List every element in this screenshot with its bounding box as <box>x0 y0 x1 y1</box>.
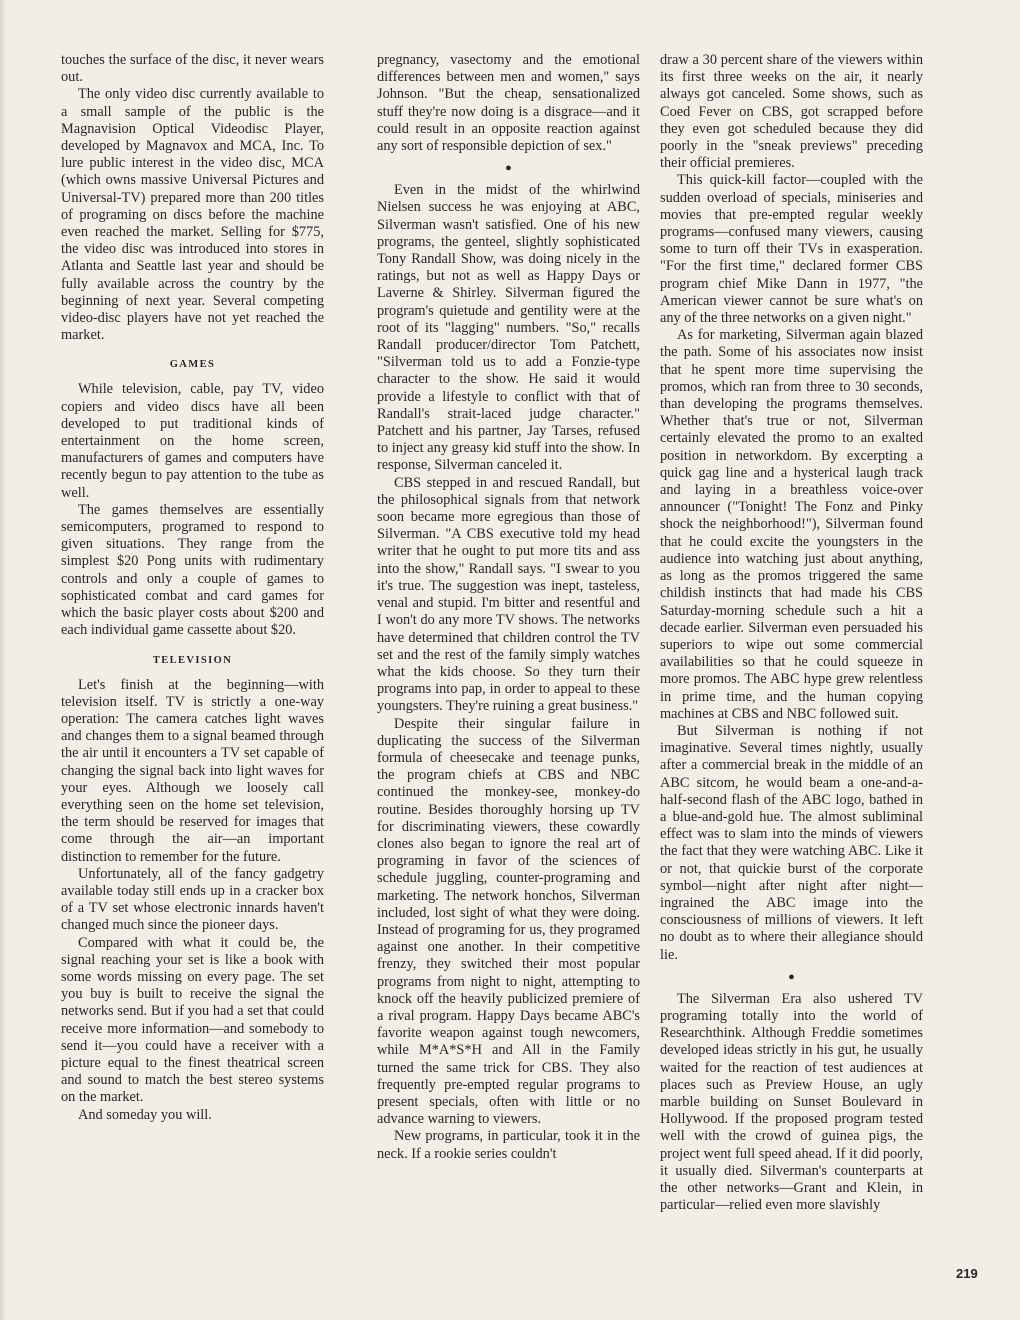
continued-paragraph: touches the surface of the disc, it never wears out. <box>61 52 324 86</box>
paragraph: While television, cable, pay TV, video copiers and video discs have all been developed to put traditional kinds of entertainment on the home screen, manufacturers of games and computers have recently begun to pay attention to the tube as well. <box>61 381 324 501</box>
section-heading: TELEVISION <box>152 654 233 666</box>
section-break-bullet: ● <box>505 162 512 175</box>
section-heading: GAMES <box>169 359 216 371</box>
paragraph: New programs, in particular, took it in the neck. If a rookie series couldn't <box>377 1128 640 1162</box>
paragraph: Let's finish at the beginning—with television itself. TV is strictly a one-way operation: The camera catches light waves and changes them to a signal beamed through the air until it encounters a TV set capable of changing the signal back into light waves for your eyes. Although we loosely call everything seen on the home set television, the term should be reserved for images that come through the air—an important distinction to remember for the future. <box>61 676 324 865</box>
paragraph: The games themselves are essentially semicomputers, programed to respond to given situations. They range from the simplest $20 Pong units with rudimentary controls and only a couple of games to sophisticated combat and card games for which the basic player costs about $200 and each individual game cassette about $20. <box>61 501 324 639</box>
page-edge <box>0 0 6 1320</box>
paragraph: And someday you will. <box>78 1106 212 1123</box>
page-number: 219 <box>956 1266 978 1281</box>
paragraph: But Silverman is nothing if not imaginative. Several times nightly, usually after a commercial break in the middle of an ABC sitcom, he would beam a one-and-a-half-second flash of the ABC logo, bathed in a blue-and-gold hue. The almost subliminal effect was to slam into the minds of viewers the fact that they were watching ABC. Like it or not, that quickie burst of the corporate symbol—night after night after night—ingrained the ABC image into the consciousness of millions of viewers. It left no doubt as to where their allegiance should lie. <box>660 722 923 963</box>
paragraph: CBS stepped in and rescued Randall, but the philosophical signals from that network soon became more egregious than those of Silverman. "A CBS executive told my head writer that he ought to put more tits and ass into the show," Randall says. "I swear to you it's true. The suggestion was inept, tasteless, venal and stupid. I'm bitter and resentful and I won't do any more TV shows. The networks have determined that children control the TV set and the rest of the family simply watches what the kids choose. So they turn their programs into pap, in order to appeal to these youngsters. They're ruining a great business." <box>377 474 640 715</box>
continued-paragraph: pregnancy, vasectomy and the emotional differences between men and women," says Johnson. "But the cheap, sensationalized stuff they're now doing is a disgrace—and it could result in an opposite reaction against any sort of responsible depiction of sex." <box>377 52 640 155</box>
column-3 <box>660 52 923 1214</box>
paragraph: The Silverman Era also ushered TV programing totally into the world of Researchthink. Although Freddie sometimes developed ideas strictly in his gut, he usually waited for the reaction of test audiences at places such as Preview House, an ugly marble building on Sunset Boulevard in Hollywood. If the proposed program tested well with the crowd of guinea pigs, the project went full speed ahead. If it did poorly, it usually died. Silverman's counterparts at the other networks—Grant and Klein, in particular—relied even more slavishly <box>660 990 923 1214</box>
section-break-bullet: ● <box>788 970 795 983</box>
paragraph: The only video disc currently available to a small sample of the public is the Magnavision Optical Videodisc Player, developed by Magnavox and MCA, Inc. To lure public interest in the video disc, MCA (which owns massive Universal Pictures and Universal-TV) prepared more than 200 titles of programing on discs before the machine even reached the market. Selling for $775, the video disc was introduced into stores in Atlanta and Seattle last year and should be fully available across the country by the beginning of next year. Several competing video-disc players have not yet reached the market. <box>61 86 324 344</box>
column-1 <box>61 52 324 1124</box>
paragraph: Despite their singular failure in duplicating the success of the Silverman formula of cheesecake and teenage punks, the program chiefs at CBS and NBC continued the monkey-see, monkey-do routine. Besides thoroughly horsing up TV for discriminating viewers, these cowardly clones also began to ignore the real art of programing in favor of the sciences of schedule juggling, counter-programing and marketing. The network honchos, Silverman included, lost sight of what they were doing. Instead of programing for us, they programed against one another. In their competitive frenzy, they switched their most popular programs from night to night, attempting to knock off the heavily publicized premiere of a rival program. Happy Days became ABC's favorite weapon against tough newcomers, while M*A*S*H and All in the Family turned the same trick for CBS. They also frequently pre-empted regular programs to present specials, often with little or no advance warning to viewers. <box>377 715 640 1128</box>
paragraph: Unfortunately, all of the fancy gadgetry available today still ends up in a cracker box of a TV set whose electronic innards haven't changed much since the pioneer days. <box>61 865 324 934</box>
paragraph: This quick-kill factor—coupled with the sudden overload of specials, miniseries and movies that pre-empted regular weekly programs—confused many viewers, causing some to turn off their TVs in exasperation. "For the first time," declared former CBS program chief Mike Dann in 1977, "the American viewer cannot be sure what's on any of the three networks on a given night." <box>660 172 923 327</box>
paragraph: Compared with what it could be, the signal reaching your set is like a book with some words missing on every page. The set you buy is built to receive the signal the networks send. But if you had a set that could receive more information—and somebody to send it—you could have a receiver with a picture equal to the finest theatrical screen and sound to match the best stereo systems on the market. <box>61 934 324 1106</box>
paragraph: As for marketing, Silverman again blazed the path. Some of his associates now insist that he spent more time supervising the promos, which ran from three to 30 seconds, than developing the programs themselves. Whether that's true or not, Silverman certainly elevated the promo to an exalted position in networkdom. By excerpting a quick gag line and a hysterical laugh track and laying in a breathless voice-over announcer ("Tonight! The Fonz and Pinky shock the neighborhood!"), Silverman found that he could excite the youngsters in the audience into watching just about anything, as long as the promos triggered the same childish instincts that had made his CBS Saturday-morning schedule such a hit a decade earlier. Silverman even persuaded his superiors to wipe out some commercial availabilities so that he could squeeze in more promos. The ABC hype grew relentless in prime time, and the human copying machines at CBS and NBC followed suit. <box>660 327 923 722</box>
column-2 <box>377 52 640 1163</box>
paragraph: Even in the midst of the whirlwind Nielsen success he was enjoying at ABC, Silverman wasn't satisfied. One of his new programs, the genteel, slightly sophisticated Tony Randall Show, was doing nicely in the ratings, but not as well as Happy Days or Laverne & Shirley. Silverman figured the program's quietude and gentility were at the root of its "lagging" numbers. "So," recalls Randall producer/director Tom Patchett, "Silverman told us to add a Fonzie-type character to the show. He said it would provide a lifestyle to conflict with that of Randall's strait-laced judge character." Patchett and his partner, Jay Tarses, refused to inject any greasy kid stuff into the show. In response, Silverman canceled it. <box>377 182 640 474</box>
continued-paragraph: draw a 30 percent share of the viewers within its first three weeks on the air, it nearly always got canceled. Some shows, such as Coed Fever on CBS, got scrapped before they even got scheduled because they did poorly in the "sneak previews" preceding their official premieres. <box>660 52 923 172</box>
